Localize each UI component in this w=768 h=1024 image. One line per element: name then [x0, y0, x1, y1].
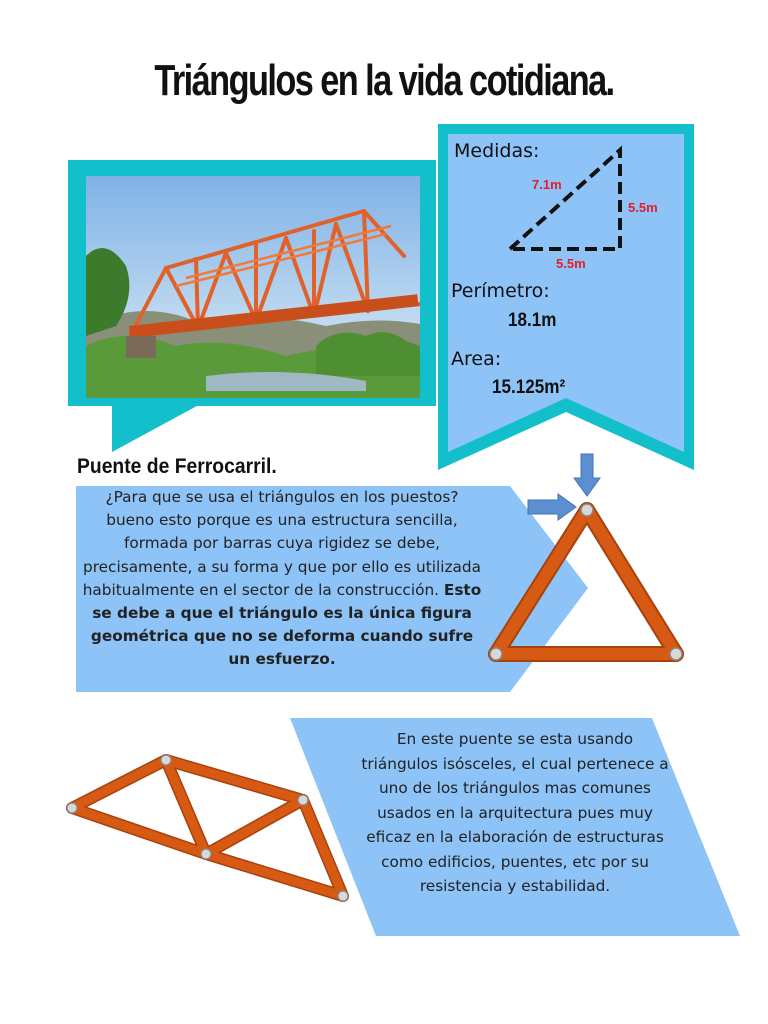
paragraph2: En este puente se esta usando triángulos isósceles, el cual pertenece a uno de los triángulos mas comunes usados en la arquitectura pues muy eficaz en la elaboración de estructuras como edificios, puentes, etc por su resistencia y estabilidad.: [361, 730, 669, 895]
right-arrow-icon: [528, 494, 576, 520]
paragraph1: [80, 486, 484, 672]
bridge-photo: [86, 176, 420, 398]
hypotenuse-label: 7.1m: [532, 177, 562, 192]
measures-heading: Medidas:: [454, 140, 540, 162]
area-value: 15.125m²: [492, 377, 566, 398]
down-arrow-icon: [574, 454, 600, 496]
paragraph1-bold: Esto se debe a que el triángulo es la única figura geométrica que no se deforma cuando sufre un esfuerzo.: [90, 580, 482, 669]
photo-callout-tail: [112, 400, 208, 452]
page-title: Triángulos en la vida cotidiana.: [154, 56, 614, 105]
area-label: Area:: [451, 348, 502, 370]
photo-caption: Puente de Ferrocarril.: [77, 455, 277, 478]
truss-diagram: [58, 750, 358, 910]
vertical-side-label: 5.5m: [628, 200, 658, 215]
triangle-beams: [496, 510, 676, 654]
triangle-diagram: [480, 450, 700, 670]
paragraph1-normal: ¿Para que se usa el triángulos en los puestos? bueno esto porque es una estructura sencilla, formada por barras cuya rigidez se debe, precisamente, a su forma y que por ello es utilizada habitualmente en el sector de la construcción.: [82, 488, 481, 599]
perimeter-value: 18.1m: [508, 310, 557, 331]
perimeter-label: Perímetro:: [451, 280, 550, 302]
base-label: 5.5m: [556, 256, 586, 271]
